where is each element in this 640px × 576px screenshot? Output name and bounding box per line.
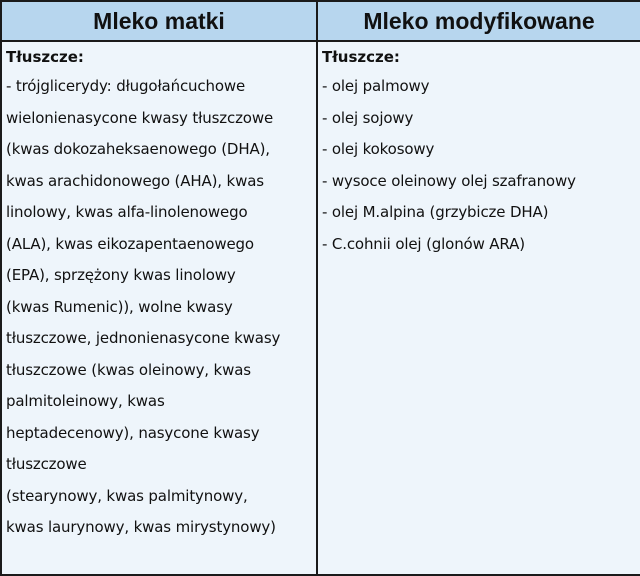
breast-milk-line: (kwas Rumenic)), wolne kwasy xyxy=(6,297,233,316)
formula-milk-line: - C.cohnii olej (glonów ARA) xyxy=(322,234,525,253)
header-formula-milk: Mleko modyfikowane xyxy=(317,1,640,41)
breast-milk-line: kwas arachidonowego (AHA), kwas xyxy=(6,171,264,190)
breast-milk-line: wielonienasycone kwasy tłuszczowe xyxy=(6,108,274,127)
breast-milk-line: tłuszczowe xyxy=(6,455,87,473)
content-row xyxy=(1,41,640,575)
breast-milk-section-title: Tłuszcze: xyxy=(6,48,84,66)
breast-milk-line: (ALA), kwas eikozapentaenowego xyxy=(6,234,254,253)
formula-milk-section-title: Tłuszcze: xyxy=(322,48,400,66)
formula-milk-line: - olej M.alpina (grzybicze DHA) xyxy=(322,203,549,221)
breast-milk-line: kwas laurynowy, kwas mirystynowy) xyxy=(6,518,276,536)
breast-milk-line: heptadecenowy), nasycone kwasy xyxy=(6,423,260,442)
formula-milk-line: - wysoce oleinowy olej szafranowy xyxy=(322,171,576,190)
breast-milk-line: tłuszczowe (kwas oleinowy, kwas xyxy=(6,360,251,379)
breast-milk-cell xyxy=(1,41,317,575)
breast-milk-line: (EPA), sprzężony kwas linolowy xyxy=(6,266,236,284)
breast-milk-line: - trójglicerydy: długołańcuchowe xyxy=(6,77,246,95)
breast-milk-line: (stearynowy, kwas palmitynowy, xyxy=(6,486,248,505)
breast-milk-line: tłuszczowe, jednonienasycone kwasy xyxy=(6,329,281,347)
header-row xyxy=(1,1,640,41)
breast-milk-line: (kwas dokozaheksaenowego (DHA), xyxy=(6,140,270,158)
formula-milk-line: - olej kokosowy xyxy=(322,140,435,158)
breast-milk-line: linolowy, kwas alfa-linolenowego xyxy=(6,203,248,221)
breast-milk-line: palmitoleinowy, kwas xyxy=(6,392,165,410)
formula-milk-line: - olej palmowy xyxy=(322,77,430,95)
header-breast-milk: Mleko matki xyxy=(1,1,317,41)
formula-milk-line: - olej sojowy xyxy=(322,108,414,127)
formula-milk-cell xyxy=(317,41,640,575)
